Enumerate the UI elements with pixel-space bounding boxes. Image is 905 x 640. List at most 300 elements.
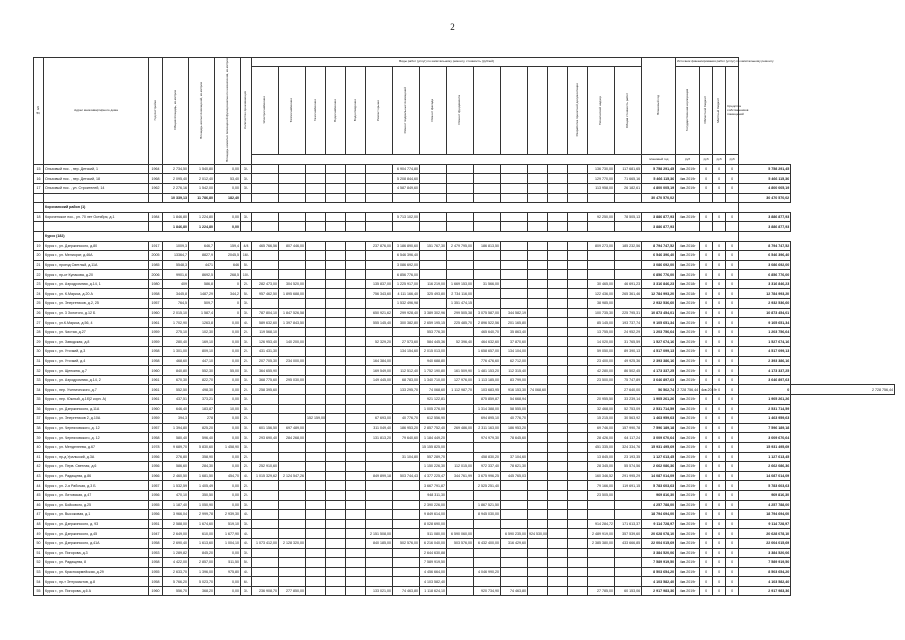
row-value-cell xyxy=(279,452,306,462)
row-value-cell xyxy=(366,558,393,568)
row-area-total: 2 588,00 xyxy=(163,519,189,529)
row-value-cell xyxy=(346,567,366,577)
row-area-fund: 0,00 xyxy=(215,577,241,587)
row-area-res: 1 405,49 xyxy=(189,481,215,491)
section-no-cell xyxy=(34,231,44,241)
row-address: Курск г., ул. Черняховского, д. 12 xyxy=(44,423,149,433)
row-value-cell xyxy=(306,174,326,184)
row-value-cell: 1 113 185,00 xyxy=(474,375,501,385)
row-value-cell: 92 250,00 xyxy=(588,212,615,222)
row-value-cell: 9 105 651,34 xyxy=(739,318,791,328)
row-value-cell xyxy=(366,510,393,520)
table-row xyxy=(34,538,895,548)
row-address: Курск г., проезд Светлый, д.11А xyxy=(44,260,149,270)
row-area-total: 556,70 xyxy=(163,586,189,596)
row-value-cell xyxy=(306,318,326,328)
row-value-cell: 924 530,00 xyxy=(528,529,548,539)
row-year: 1964 xyxy=(149,164,163,174)
row-area-res: 2 857,00 xyxy=(189,558,215,568)
row-value-cell xyxy=(548,375,568,385)
row-value-cell xyxy=(615,548,642,558)
row-people: 4/- xyxy=(241,471,252,481)
col-mun-header: Местный бюджет xyxy=(713,67,726,155)
row-value-cell: 291 995,29 xyxy=(615,471,642,481)
row-value-cell xyxy=(528,558,548,568)
row-value-cell: 0 xyxy=(713,452,726,462)
row-value-cell: 0 xyxy=(700,462,713,472)
row-value-cell xyxy=(346,385,366,395)
row-value-cell xyxy=(279,414,306,424)
row-value-cell: 5 713 102,00 xyxy=(393,212,420,222)
row-value-cell xyxy=(252,212,279,222)
row-value-cell: 6 856 776,00 xyxy=(393,270,420,280)
unit-rub-3: руб xyxy=(713,155,726,164)
row-value-cell: 40 776,70 xyxy=(393,414,420,424)
subtotal-empty-cell xyxy=(474,222,501,232)
row-value-cell xyxy=(393,442,420,452)
row-value-cell: 2 932 536,60 xyxy=(642,299,676,309)
col-basement-header: Ремонт подвальных помещений xyxy=(393,67,420,155)
row-value-cell: 5 208 844,60 xyxy=(393,174,420,184)
row-value-cell xyxy=(306,260,326,270)
row-value-cell: 4кв.2019г xyxy=(676,366,700,376)
row-area-res: 2 012,40 xyxy=(189,174,215,184)
table-row xyxy=(34,395,895,405)
row-value-cell: 3 086 692,00 xyxy=(393,260,420,270)
data-table xyxy=(33,57,895,596)
row-value-cell: 2 385 380,00 xyxy=(588,538,615,548)
table-row xyxy=(34,279,895,289)
row-value-cell xyxy=(528,241,548,251)
row-value-cell: 157 990,78 xyxy=(615,423,642,433)
row-value-cell: 122 436,00 xyxy=(588,289,615,299)
row-value-cell xyxy=(279,510,306,520)
row-value-cell: 0 xyxy=(713,481,726,491)
row-value-cell xyxy=(306,164,326,174)
row-address: Курск г., ул. Радищева, д.86 xyxy=(44,471,149,481)
row-value-cell xyxy=(474,260,501,270)
row-value-cell xyxy=(568,212,588,222)
row-value-cell: 2 644 630,88 xyxy=(420,548,447,558)
row-value-cell xyxy=(326,327,346,337)
row-value-cell: 612 556,90 xyxy=(420,414,447,424)
row-value-cell: 0 xyxy=(700,510,713,520)
row-year: 1947 xyxy=(149,529,163,539)
row-value-cell xyxy=(366,260,393,270)
row-number: 40 xyxy=(34,442,44,452)
row-value-cell xyxy=(528,567,548,577)
row-value-cell xyxy=(615,510,642,520)
row-value-cell: 7 589 919,50 xyxy=(739,558,791,568)
row-value-cell: 4кв.2019г xyxy=(676,375,700,385)
table-row xyxy=(34,548,895,558)
row-value-cell: 4кв.2019г xyxy=(676,414,700,424)
row-area-fund: 0,00 xyxy=(215,318,241,328)
col-address-header: Адрес многоквартирного дома xyxy=(44,58,149,165)
table-row xyxy=(34,567,895,577)
row-value-cell xyxy=(501,567,528,577)
subtotal-empty-cell xyxy=(306,222,326,232)
row-value-cell: 503 576,00 xyxy=(447,538,474,548)
row-value-cell xyxy=(615,558,642,568)
row-value-cell: 15 931 495,69 xyxy=(739,442,791,452)
row-area-res: 1 542,00 xyxy=(189,183,215,193)
row-address: Курск г., ул. Литовская, д.47 xyxy=(44,490,149,500)
row-value-cell xyxy=(366,212,393,222)
row-value-cell xyxy=(252,452,279,462)
row-value-cell: 0 xyxy=(713,490,726,500)
row-value-cell: 0 xyxy=(726,395,739,405)
row-value-cell: 4кв.2019г xyxy=(676,356,700,366)
row-value-cell xyxy=(252,529,279,539)
table-body xyxy=(34,164,895,596)
table-row xyxy=(34,529,895,539)
row-value-cell xyxy=(501,279,528,289)
row-value-cell: 30 563,92 xyxy=(615,414,642,424)
row-value-cell: 119 568,10 xyxy=(252,327,279,337)
row-value-cell xyxy=(528,183,548,193)
row-value-cell xyxy=(568,404,588,414)
row-value-cell xyxy=(346,538,366,548)
row-area-res: 1263,8 xyxy=(189,318,215,328)
row-year: 1961 xyxy=(149,385,163,395)
row-value-cell xyxy=(366,385,393,395)
row-value-cell xyxy=(306,471,326,481)
row-value-cell xyxy=(366,462,393,472)
row-value-cell xyxy=(447,251,474,261)
row-area-total: 437,51 xyxy=(163,395,189,405)
row-people: 2/- xyxy=(241,414,252,424)
row-value-cell: 344 761,99 xyxy=(447,471,474,481)
subtotal-empty-cell xyxy=(346,193,366,203)
subtotal-empty-cell xyxy=(306,193,326,203)
row-value-cell xyxy=(447,500,474,510)
row-area-res: 498,30 xyxy=(189,385,215,395)
row-value-cell xyxy=(568,481,588,491)
row-value-cell: 0 xyxy=(700,347,713,357)
row-value-cell xyxy=(326,251,346,261)
row-year: 1980 xyxy=(149,279,163,289)
row-address: Курск г., ул. Энергетиков, д.2, 25 xyxy=(44,299,149,309)
row-value-cell xyxy=(568,529,588,539)
row-value-cell: 0 xyxy=(713,385,726,395)
row-value-cell: 2 311 163,00 xyxy=(474,423,501,433)
row-people: 5/- xyxy=(241,558,252,568)
row-value-cell: 20 628 078,10 xyxy=(739,529,791,539)
row-value-cell xyxy=(501,251,528,261)
row-value-cell: 0 xyxy=(713,318,726,328)
row-people: 4/4 xyxy=(241,241,252,251)
row-year: 1961 xyxy=(149,318,163,328)
row-value-cell: 78 645,60 xyxy=(501,433,528,443)
row-value-cell: 4кв.2019г xyxy=(676,260,700,270)
row-value-cell: 0 xyxy=(726,510,739,520)
subtotal-empty-cell xyxy=(447,222,474,232)
row-value-cell: 0 xyxy=(713,442,726,452)
row-value-cell xyxy=(326,183,346,193)
row-value-cell xyxy=(346,327,366,337)
row-value-cell: 0 xyxy=(726,538,739,548)
row-area-res: 610,00 xyxy=(189,529,215,539)
row-number: 18 xyxy=(34,212,44,222)
row-value-cell: 4кв.2019г xyxy=(676,519,700,529)
row-value-cell xyxy=(548,404,568,414)
row-value-cell xyxy=(474,174,501,184)
row-value-cell: 4 800 005,19 xyxy=(642,183,676,193)
row-area-res: 552,30 xyxy=(189,366,215,376)
row-value-cell: 28 426,00 xyxy=(588,433,615,443)
row-value-cell: 0 xyxy=(700,270,713,280)
row-value-cell xyxy=(501,164,528,174)
row-area-total: 670,30 xyxy=(163,375,189,385)
row-value-cell xyxy=(326,385,346,395)
row-value-cell xyxy=(568,318,588,328)
row-area-res: 5 023,70 xyxy=(189,577,215,587)
row-area-res: 358,90 xyxy=(189,452,215,462)
row-value-cell: 2 525 251,40 xyxy=(474,481,501,491)
row-number: 49 xyxy=(34,529,44,539)
row-value-cell: 1 203 756,64 xyxy=(642,327,676,337)
row-value-cell xyxy=(548,385,568,395)
row-value-cell xyxy=(366,174,393,184)
col-plan-year-header: Плановый год xyxy=(642,58,676,155)
row-value-cell: 5 466 115,36 xyxy=(739,174,791,184)
row-value-cell: 4кв.2019г xyxy=(676,558,700,568)
row-area-fund: 0,00 xyxy=(215,548,241,558)
row-value-cell xyxy=(528,452,548,462)
row-value-cell xyxy=(346,548,366,558)
row-value-cell xyxy=(326,558,346,568)
row-value-cell: 0 xyxy=(700,299,713,309)
row-value-cell: 152 159,00 xyxy=(306,414,326,424)
row-value-cell: 0 xyxy=(713,433,726,443)
row-value-cell xyxy=(528,327,548,337)
row-value-cell: 0 xyxy=(726,558,739,568)
row-area-fund: 0,00 xyxy=(215,462,241,472)
row-value-cell xyxy=(548,548,568,558)
row-value-cell: 4кв.2019г xyxy=(676,567,700,577)
table-row xyxy=(34,308,895,318)
row-number: 32 xyxy=(34,366,44,376)
row-address: Курск г., пер. Южный, д.1б(2 корп. А) xyxy=(44,395,149,405)
row-value-cell xyxy=(346,558,366,568)
row-value-cell: 55 574,56 xyxy=(615,462,642,472)
row-value-cell: 511 080,00 xyxy=(420,529,447,539)
row-number: 21 xyxy=(34,260,44,270)
subtotal-year-cell xyxy=(149,193,163,203)
row-value-cell: 12 784 993,20 xyxy=(642,289,676,299)
row-value-cell: 948 311,30 xyxy=(420,490,447,500)
row-value-cell: 1 015 329,62 xyxy=(252,471,279,481)
row-value-cell: 553 776,30 xyxy=(420,327,447,337)
row-value-cell: 169 549,00 xyxy=(366,366,393,376)
row-value-cell xyxy=(548,567,568,577)
row-value-cell xyxy=(548,356,568,366)
row-value-cell xyxy=(501,577,528,587)
row-area-total: 394,3 xyxy=(163,414,189,424)
row-value-cell xyxy=(366,270,393,280)
row-value-cell: 225 485,70 xyxy=(447,318,474,328)
col-roof-header: Ремонт крыши xyxy=(366,67,393,155)
row-year: 1957 xyxy=(149,299,163,309)
row-area-res: 102,30 xyxy=(189,327,215,337)
row-value-cell: 4кв.2019г xyxy=(676,529,700,539)
row-value-cell: 0 xyxy=(700,308,713,318)
row-people: 3/- xyxy=(241,299,252,309)
row-value-cell: 555 145,40 xyxy=(366,318,393,328)
row-address: Курск г., ул.К.Маркса, д.56, 4 xyxy=(44,318,149,328)
row-value-cell xyxy=(568,183,588,193)
row-value-cell xyxy=(346,279,366,289)
table-row xyxy=(34,366,895,376)
subtotal-empty-cell xyxy=(700,193,713,203)
row-value-cell: 299 505,38 xyxy=(447,308,474,318)
row-value-cell xyxy=(588,548,615,558)
row-value-cell xyxy=(568,327,588,337)
row-value-cell: 131 813,20 xyxy=(366,433,393,443)
subtotal-empty-cell xyxy=(393,193,420,203)
row-value-cell: 5 783 603,63 xyxy=(739,481,791,491)
row-value-cell: 68 783,00 xyxy=(393,375,420,385)
row-value-cell xyxy=(588,270,615,280)
subtotal-empty-cell xyxy=(501,193,528,203)
row-area-res: 1 540,80 xyxy=(189,164,215,174)
row-value-cell xyxy=(366,490,393,500)
row-value-cell: 10 873 454,01 xyxy=(739,308,791,318)
row-value-cell xyxy=(326,356,346,366)
row-area-fund: 2045,5 xyxy=(215,251,241,261)
row-value-cell xyxy=(568,500,588,510)
row-value-cell xyxy=(326,500,346,510)
row-value-cell: 293 690,40 xyxy=(252,433,279,443)
row-area-res: 373,21 xyxy=(189,395,215,405)
row-area-res: 284,30 xyxy=(189,462,215,472)
row-year: 1955 xyxy=(149,500,163,510)
row-value-cell: 0 xyxy=(726,164,739,174)
works-group-header: Виды работ (услуг) по капитальному ремонту, стоимость (рублей) xyxy=(252,58,642,67)
row-area-total: 2 649,00 xyxy=(163,529,189,539)
row-value-cell: 0 xyxy=(700,414,713,424)
row-people: 2/- xyxy=(241,462,252,472)
row-value-cell: 4кв.2019г xyxy=(676,404,700,414)
row-value-cell: 0 xyxy=(726,529,739,539)
row-value-cell xyxy=(279,164,306,174)
row-value-cell xyxy=(548,519,568,529)
subtotal-empty-cell xyxy=(548,193,568,203)
units-spacer xyxy=(252,155,642,164)
row-value-cell: 974 979,30 xyxy=(474,433,501,443)
row-value-cell xyxy=(615,251,642,261)
row-address: Курск г., пр-д Уральский, д.3А xyxy=(44,452,149,462)
row-year: 1958 xyxy=(149,289,163,299)
row-value-cell: 269 486,00 xyxy=(447,423,474,433)
row-area-total: 13364,7 xyxy=(163,251,189,261)
col-elec-header: Электроснабжение xyxy=(252,67,279,155)
row-value-cell xyxy=(568,433,588,443)
row-value-cell xyxy=(528,423,548,433)
row-value-cell: 4кв.2019г xyxy=(700,385,713,395)
col-people-header: Количество проживающих xyxy=(241,58,252,165)
table-row xyxy=(34,452,895,462)
row-number: 43 xyxy=(34,471,44,481)
row-value-cell: 6 432 400,00 xyxy=(474,538,501,548)
row-value-cell: 325 493,80 xyxy=(420,289,447,299)
row-value-cell xyxy=(306,385,326,395)
table-row xyxy=(34,347,895,357)
subtotal-empty-cell xyxy=(420,222,447,232)
row-value-cell xyxy=(326,395,346,405)
row-value-cell: 0 xyxy=(713,260,726,270)
row-value-cell xyxy=(346,356,366,366)
row-value-cell: 54 668,94 xyxy=(501,395,528,405)
row-value-cell: 916 153,30 xyxy=(501,385,528,395)
row-value-cell: 0 xyxy=(713,548,726,558)
row-value-cell: 31 104,80 xyxy=(393,452,420,462)
row-value-cell: 6 546 396,40 xyxy=(642,251,676,261)
row-value-cell xyxy=(588,577,615,587)
row-value-cell: 234 000,00 xyxy=(279,356,306,366)
row-area-res: 169,10 xyxy=(189,337,215,347)
row-area-res: 1 224,80 xyxy=(189,212,215,222)
row-value-cell: 127 976,00 xyxy=(447,375,474,385)
row-value-cell xyxy=(568,442,588,452)
row-value-cell: 2 917 983,36 xyxy=(739,586,791,596)
row-address: Курск г., ул. Дзержинского, д. 93 xyxy=(44,519,149,529)
row-number: 26 xyxy=(34,308,44,318)
row-value-cell: 4кв.2019г xyxy=(676,471,700,481)
row-value-cell xyxy=(447,548,474,558)
row-number: 16 xyxy=(34,174,44,184)
row-value-cell: 4 173 337,25 xyxy=(642,366,676,376)
row-value-cell xyxy=(447,347,474,357)
row-people: 4/- xyxy=(241,567,252,577)
row-value-cell xyxy=(252,404,279,414)
row-area-total: 2 460,50 xyxy=(163,471,189,481)
row-value-cell: 4кв.2019г xyxy=(676,174,700,184)
row-people: 3/- xyxy=(241,395,252,405)
row-area-total: 9901,6 xyxy=(163,270,189,280)
row-value-cell: 0 xyxy=(726,183,739,193)
row-value-cell: 135 837,00 xyxy=(366,279,393,289)
row-value-cell: 0 xyxy=(700,567,713,577)
row-value-cell xyxy=(346,241,366,251)
row-number: 55 xyxy=(34,586,44,596)
row-value-cell xyxy=(326,299,346,309)
row-value-cell xyxy=(501,442,528,452)
row-area-fund: 1 458,90 xyxy=(215,442,241,452)
subtotal-no-cell xyxy=(34,193,44,203)
row-area-res: 1 050,90 xyxy=(189,500,215,510)
row-value-cell: 3 186 890,60 xyxy=(393,241,420,251)
row-value-cell: 185 232,56 xyxy=(615,241,642,251)
row-value-cell xyxy=(279,212,306,222)
table-row xyxy=(34,462,895,472)
row-value-cell: 304 520,00 xyxy=(279,279,306,289)
table-row xyxy=(34,299,895,309)
row-value-cell: 0 xyxy=(713,567,726,577)
col-total-header: Общая стоимость работ xyxy=(615,67,642,155)
row-area-fund: 0,00 xyxy=(215,414,241,424)
row-value-cell: 26 182,61 xyxy=(615,183,642,193)
row-value-cell: 265 361,46 xyxy=(615,289,642,299)
row-value-cell xyxy=(326,548,346,558)
row-value-cell xyxy=(346,462,366,472)
row-value-cell xyxy=(252,174,279,184)
row-value-cell: 0 xyxy=(700,395,713,405)
row-value-cell xyxy=(568,366,588,376)
row-value-cell xyxy=(588,510,615,520)
row-people: 5/- xyxy=(241,289,252,299)
